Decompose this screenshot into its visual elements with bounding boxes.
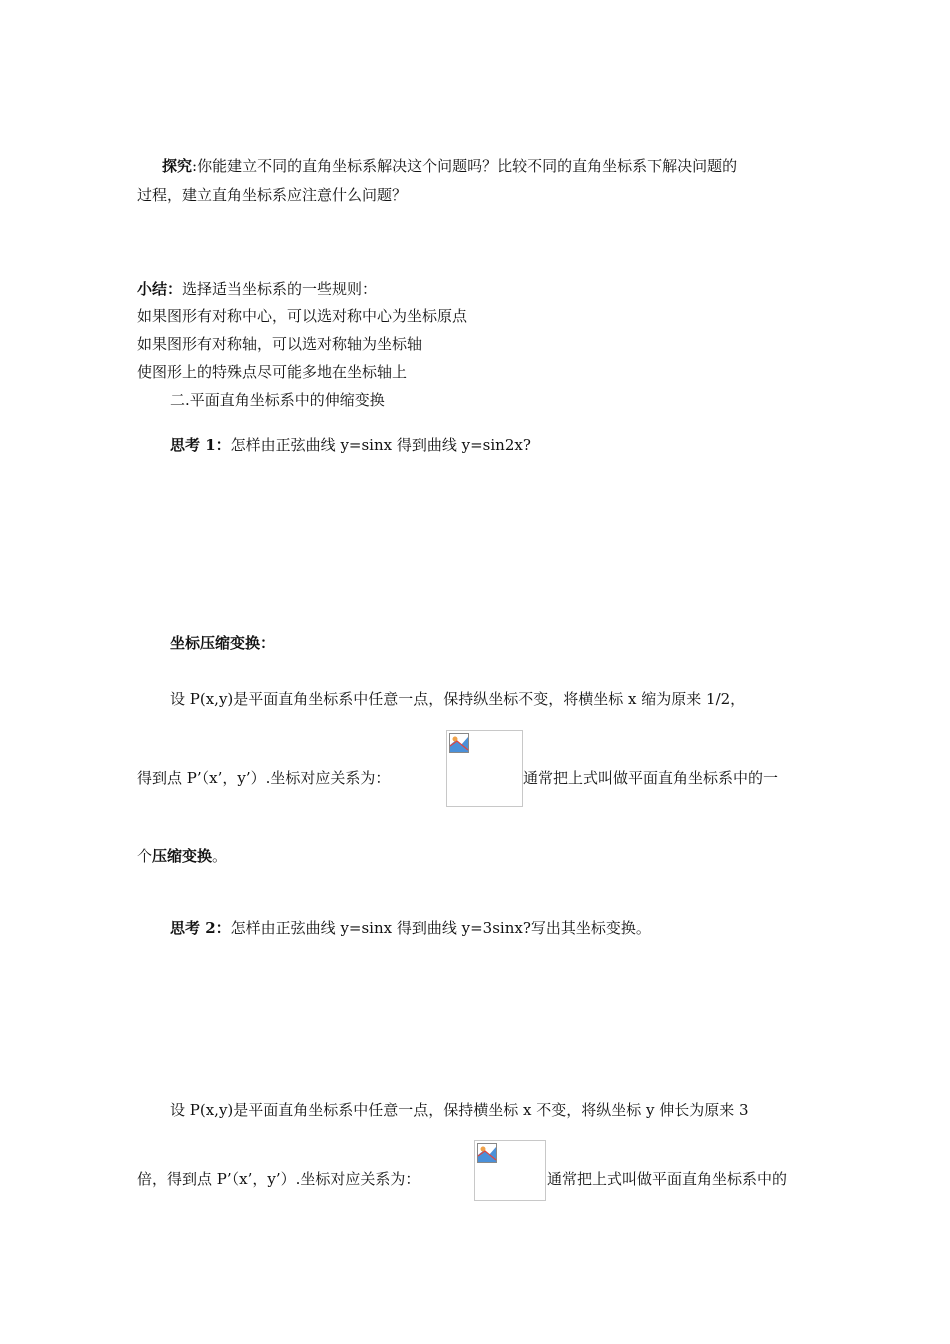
think2-text: 怎样由正弦曲线 y=sinx 得到曲线 y=3sinx?写出其坐标变换。	[230, 919, 651, 937]
compress-line-2b: 通常把上式叫做平面直角坐标系中的一	[523, 769, 779, 787]
compress-line-3c: 。	[212, 847, 228, 865]
think1-line	[170, 434, 531, 456]
think1-text: 怎样由正弦曲线 y=sinx 得到曲线 y=sin2x?	[230, 436, 531, 454]
compress-line-3a: 个	[137, 847, 153, 865]
summary-rule-1: 如果图形有对称中心，可以选对称中心为坐标原点	[137, 307, 468, 325]
summary-line	[137, 278, 377, 300]
explore-line-2: 过程，建立直角坐标系应注意什么问题？	[137, 186, 408, 204]
compress-title: 坐标压缩变换：	[170, 634, 276, 652]
formula-image-1	[446, 730, 523, 807]
explore-text-1: :你能建立不同的直角坐标系解决这个问题吗？比较不同的直角坐标系下解决问题的	[192, 157, 738, 175]
stretch-line-2b: 通常把上式叫做平面直角坐标系中的	[547, 1170, 788, 1188]
broken-image-icon	[477, 1143, 497, 1163]
stretch-line-2a: 倍，得到点 P’（x’，y’）.坐标对应关系为：	[137, 1170, 421, 1188]
compress-line-2a: 得到点 P’（x’，y’）.坐标对应关系为：	[137, 769, 391, 787]
explore-line-1	[162, 155, 737, 177]
summary-rule-2: 如果图形有对称轴，可以选对称轴为坐标轴	[137, 335, 423, 353]
formula-image-2	[474, 1140, 546, 1201]
explore-label: 探究	[162, 157, 193, 175]
broken-image-icon	[449, 733, 469, 753]
section-heading: 二.平面直角坐标系中的伸缩变换	[170, 391, 385, 409]
stretch-line-1: 设 P(x,y)是平面直角坐标系中任意一点，保持横坐标 x 不变，将纵坐标 y 伸长为原来 3	[170, 1101, 749, 1119]
summary-label: 小结：	[137, 280, 183, 298]
think2-line	[170, 917, 651, 939]
compress-line-3	[137, 845, 227, 867]
think1-label: 思考 1：	[170, 436, 231, 454]
think2-label: 思考 2：	[170, 919, 231, 937]
summary-rule-3: 使图形上的特殊点尽可能多地在坐标轴上	[137, 363, 408, 381]
compress-line-1: 设 P(x,y)是平面直角坐标系中任意一点，保持纵坐标不变，将横坐标 x 缩为原来 1/2，	[170, 690, 746, 708]
compress-term: 压缩变换	[152, 847, 213, 865]
summary-intro: 选择适当坐标系的一些规则：	[182, 280, 378, 298]
